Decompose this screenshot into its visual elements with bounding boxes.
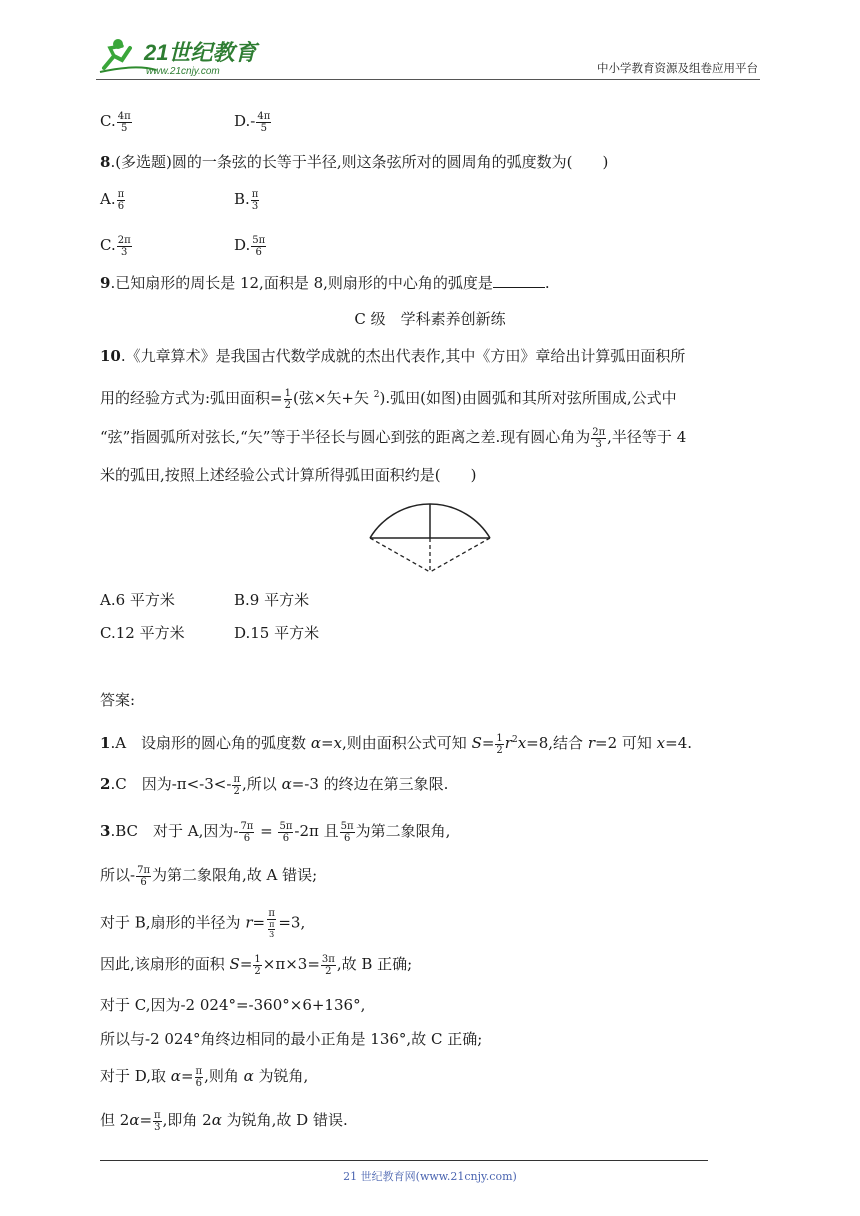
q10-opt-a: A.6 平方米 bbox=[100, 591, 175, 609]
logo-text: 21世纪教育 bbox=[144, 40, 257, 65]
q10-line-4: 米的弧田,按照上述经验公式计算所得弧田面积约是( ) bbox=[100, 466, 477, 484]
q8-options-cd bbox=[100, 234, 266, 258]
answer-3-line-5: 对于 C,因为-2 024°=-360°×6+136°, bbox=[100, 996, 366, 1014]
header-divider bbox=[96, 79, 760, 80]
answers-heading: 答案: bbox=[100, 691, 136, 709]
logo-url: www.21cnjy.com bbox=[146, 66, 220, 77]
q10-opt-c: C.12 平方米 bbox=[100, 624, 185, 642]
answer-2: 2.C 因为-π<-3<- $\frac{\pi}{2}$ ,所以 α=-3 的终边在第三象限. bbox=[100, 773, 449, 797]
q10-line-3: “弦”指圆弧所对弦长,“矢”等于半径长与圆心到弦的距离之差.现有圆心角为 $\frac{2\pi}{3}$ ,半径等于 4 bbox=[100, 426, 687, 450]
q10-opt-b: B.9 平方米 bbox=[234, 591, 310, 609]
answer-blank bbox=[493, 273, 545, 288]
q8-stem: 8.(多选题)圆的一条弦的长等于半径,则这条弦所对的圆周角的弧度数为( ) bbox=[100, 153, 609, 171]
q7-options-cd bbox=[100, 110, 271, 134]
q9-stem: 9.已知扇形的周长是 12,面积是 8,则扇形的中心角的弧度是 . bbox=[100, 274, 550, 292]
q7-opt-c: C. $\frac{4\pi}{5}$ bbox=[100, 110, 131, 134]
q8-opt-c: C. $\frac{2\pi}{3}$ bbox=[100, 234, 131, 258]
answer-3-line-2: 所以- $\frac{7\pi}{6}$ 为第二象限角,故 A 错误; bbox=[100, 864, 318, 888]
runner-logo-icon bbox=[96, 34, 266, 78]
q10-line-2: 用的经验方式为:弧田面积= $\frac{1}{2}$ (弦×矢+矢 $^2$).弧田(如图)由圆弧和其所对弦所围成,公式中 bbox=[100, 387, 677, 411]
radius-right bbox=[430, 538, 490, 572]
answer-3-line-7: 对于 D,取 α= $\frac{\pi}{6}$ ,则角 α 为锐角, bbox=[100, 1065, 309, 1089]
radius-left bbox=[370, 538, 430, 572]
section-c-heading: C 级 学科素养创新练 bbox=[354, 310, 506, 328]
q8-opt-a: A. $\frac{\pi}{6}$ bbox=[100, 188, 125, 212]
answer-3-line-4: 因此,该扇形的面积 S= $\frac{1}{2}$ ×π×3= $\frac{3\pi}{2}$ ,故 B 正确; bbox=[100, 953, 413, 977]
footer-link[interactable]: 21 世纪教育网(www.21cnjy.com) bbox=[343, 1170, 517, 1183]
answer-3-line-1: 3.BC 对于 A,因为- $\frac{7\pi}{6}$ = $\frac{5\pi}{6}$ -2π 且 $\frac{5\pi}{6}$ 为第二象限角, bbox=[100, 820, 451, 844]
answer-1: 1.A 设扇形的圆心角的弧度数 α=x,则由面积公式可知 S= $\frac{1}{2}$ $r^2x=8$,结合 r=2 可知 x=4. bbox=[100, 732, 693, 756]
site-logo bbox=[96, 34, 266, 78]
q8-options-ab bbox=[100, 188, 259, 212]
q10-options-cd bbox=[100, 622, 320, 644]
footer-divider bbox=[100, 1160, 708, 1161]
arc-field-figure bbox=[360, 496, 500, 576]
q10-opt-d: D.15 平方米 bbox=[234, 624, 320, 642]
answer-3-line-8: 但 2α= $\frac{\pi}{3}$ ,即角 2α 为锐角,故 D 错误. bbox=[100, 1109, 348, 1133]
q10-line-1: 10.《九章算术》是我国古代数学成就的杰出代表作,其中《方田》章给出计算弧田面积所 bbox=[100, 347, 686, 365]
q8-opt-d: D. $\frac{5\pi}{6}$ bbox=[234, 234, 266, 258]
header-platform-text: 中小学教育资源及组卷应用平台 bbox=[597, 61, 758, 75]
q7-opt-d: D.- $\frac{4\pi}{5}$ bbox=[234, 110, 271, 134]
answer-3-line-6: 所以与-2 024°角终边相同的最小正角是 136°,故 C 正确; bbox=[100, 1030, 483, 1048]
q10-options-ab bbox=[100, 589, 310, 611]
q8-opt-b: B. $\frac{\pi}{3}$ bbox=[234, 188, 259, 212]
answer-3-line-3: 对于 B,扇形的半径为 r= $\frac{\pi}{\frac{\pi}{3}}$ =3, bbox=[100, 908, 306, 939]
